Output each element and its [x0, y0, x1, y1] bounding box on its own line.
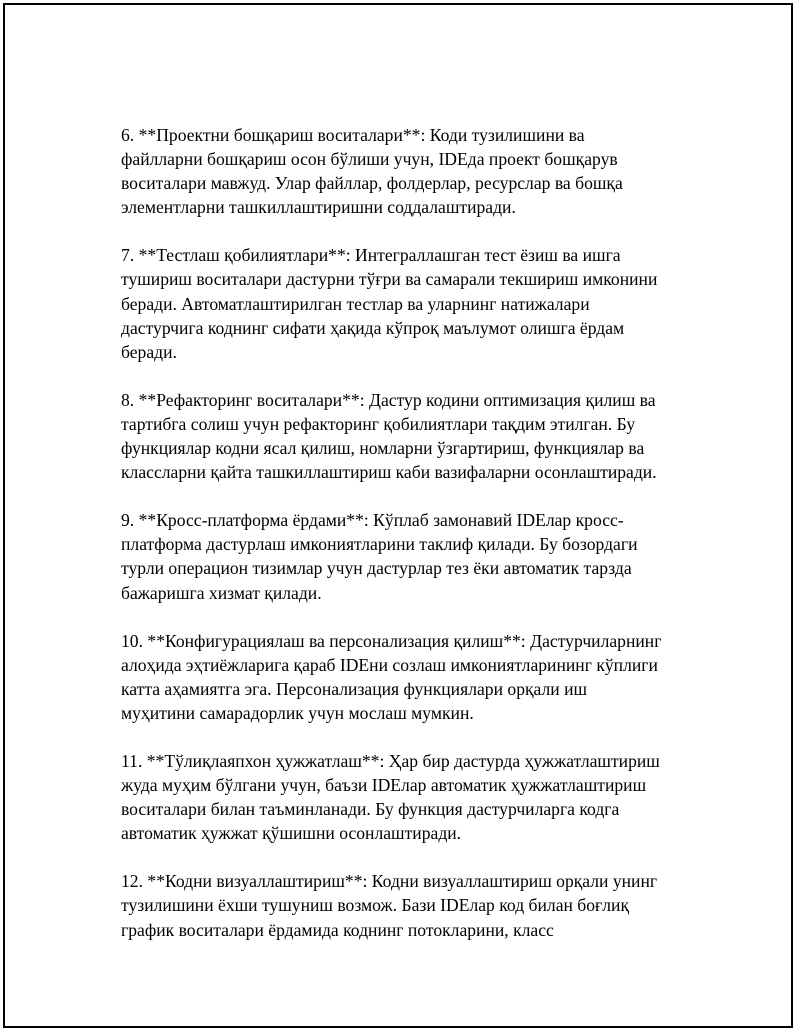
text-line: турли операцион тизимлар учун дастурлар тез ёки автоматик тарзда — [121, 558, 632, 579]
text-line: катта аҳамиятга эга. Персонализация функциялари орқали иш — [121, 678, 588, 699]
text-line: дастурчига коднинг сифати ҳақида кўпроқ маълумот олишга ёрдам — [121, 317, 625, 338]
paragraph-cross-platform — [121, 508, 701, 604]
text-line: 11. **Тўлиқлаяпхон ҳужжатлаш**: Ҳар бир дастурда ҳужжатлаштириш — [121, 750, 660, 771]
text-line: бажаришга хизмат қилади. — [121, 582, 322, 603]
text-line: 10. **Конфигурациялаш ва персонализация қилиш**: Дастурчиларнинг — [121, 630, 662, 651]
text-line: беради. Автоматлаштирилган тестлар ва уларнинг натижалари — [121, 293, 590, 314]
text-line: беради. — [121, 341, 177, 362]
text-line: платформа дастурлаш имкониятларини таклиф қилади. Бу бозордаги — [121, 534, 638, 555]
text-line: тартибга солиш учун рефакторинг қобилиятлари тақдим этилган. Бу — [121, 413, 636, 434]
document-body — [121, 123, 701, 966]
paragraph-testing — [121, 243, 701, 363]
text-line: воситалари мавжуд. Улар файллар, фолдерлар, ресурслар ва бошқа — [121, 173, 623, 194]
text-line: 8. **Рефакторинг воситалари**: Дастур кодини оптимизация қилиш ва — [121, 389, 656, 410]
text-line: элементларни ташкиллаштиришни соддалаштиради. — [121, 197, 516, 218]
paragraph-refactoring — [121, 388, 701, 484]
text-line: функциялар кодни ясал қилиш, номларни ўзгартириш, функциялар ва — [121, 438, 645, 459]
paragraph-project-management — [121, 123, 701, 219]
text-line: файлларни бошқариш осон бўлиши учун, IDEда проект бошқарув — [121, 149, 618, 170]
text-line: классларни қайта ташкиллаштириш каби вазифаларни осонлаштиради. — [121, 462, 657, 483]
text-line: 7. **Тестлаш қобилиятлари**: Интеграллашган тест ёзиш ва ишга — [121, 245, 621, 266]
document-page — [3, 3, 793, 1028]
text-line: тушириш воситалари дастурни тўғри ва самарали текшириш имконини — [121, 269, 658, 290]
paragraph-documentation — [121, 749, 701, 845]
text-line: алоҳида эҳтиёжларига қараб IDEни созлаш имкониятларининг кўплиги — [121, 654, 658, 675]
text-line: график воситалари ёрдамида коднинг потокларини, класс — [121, 919, 554, 940]
text-line: тузилишини ёхши тушуниш возмож. Бази IDEлар код билан боғлиқ — [121, 895, 630, 916]
text-line: автоматик ҳужжат қўшишни осонлаштиради. — [121, 823, 462, 844]
text-line: 6. **Проектни бошқариш воситалари**: Коди тузилишини ва — [121, 125, 585, 145]
paragraph-visualization — [121, 869, 701, 941]
text-line: жуда муҳим бўлгани учун, баъзи IDEлар автоматик ҳужжатлаштириш — [121, 775, 647, 796]
text-line: 12. **Кодни визуаллаштириш**: Кодни визуаллаштириш орқали унинг — [121, 871, 658, 892]
paragraph-configuration — [121, 629, 701, 725]
text-line: муҳитини самарадорлик учун мослаш мумкин. — [121, 702, 474, 723]
text-line: 9. **Кросс-платформа ёрдами**: Кўплаб замонавий IDEлар кросс- — [121, 510, 624, 531]
text-line: воситалари билан таъминланади. Бу функция дастурчиларга кодга — [121, 799, 620, 820]
